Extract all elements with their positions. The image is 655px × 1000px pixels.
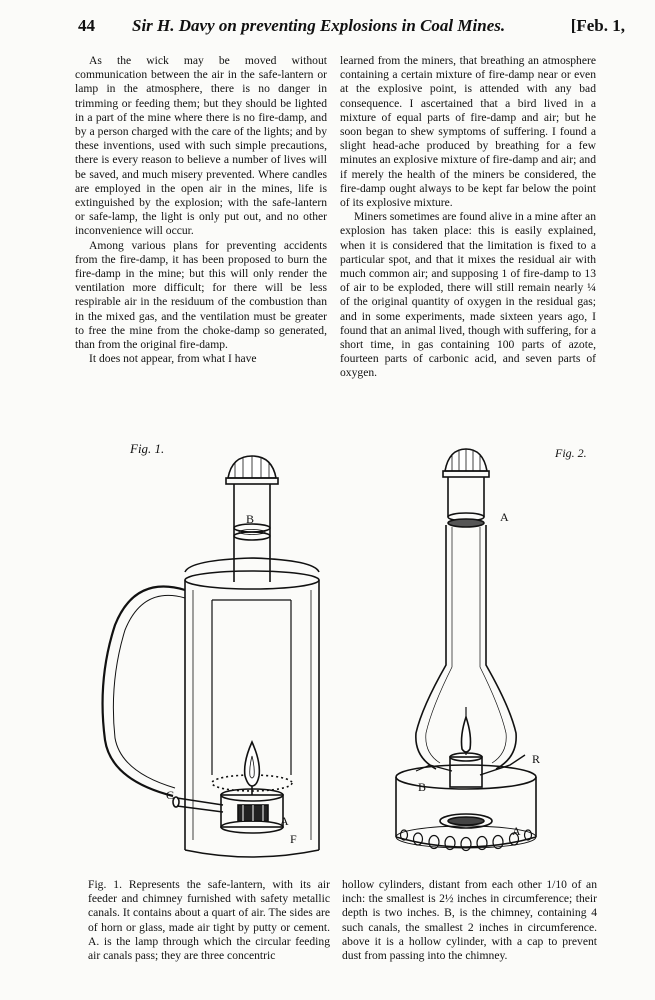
figure-1-caption bbox=[88, 878, 330, 963]
page-number: 44 bbox=[78, 16, 95, 35]
figure-2-marker-a-top: A bbox=[500, 510, 509, 524]
figure-1-label: Fig. 1. bbox=[130, 441, 165, 456]
figure-2-marker-b: B bbox=[418, 780, 427, 794]
paragraph: As the wick may be moved without communication between the air in the safe-lantern or lamp in the atmosphere, there is no danger in trimming or feeding them; but they should be lighted in a part of the mine where there is no fire-damp, and by a person charged with the care of the lights; and by these inventions, used with such simple precautions, there is every reason to believe a number of lives will be saved, and much misery prevented. Where candles are employed in the open air in the mines, life is extinguished by the explosion; with the safe-lantern or safe-lamp, the light is only put out, and no other inconvenience will occur. bbox=[75, 54, 327, 238]
issue-date: [Feb. 1, bbox=[570, 16, 625, 35]
safe-lamp-illustration bbox=[380, 445, 580, 870]
paragraph: It does not appear, from what I have bbox=[89, 352, 257, 366]
paragraph: learned from the miners, that breathing an atmosphere containing a certain mixture of fire-damp near or even at the explosive point, is attended with any bad consequence. I ascertained that a bird lived in a mixture of equal parts of fire-damp and air; but he soon began to shew symptoms of suffering. I found a slight head-ache produced by breathing for a few minutes an explosive mixture of fire-damp and air; and if merely the health of the miners be considered, the fire-damp ought always to be kept far below the point of its explosive mixture. bbox=[340, 54, 596, 210]
figure-1-marker-f: F bbox=[290, 832, 297, 846]
figure-1-marker-b: B bbox=[246, 512, 255, 526]
figure-2-caption bbox=[342, 878, 597, 963]
running-title: Sir H. Davy on preventing Explosions in Coal Mines. bbox=[132, 16, 506, 35]
figure-1-marker-a: A bbox=[280, 814, 289, 828]
running-header bbox=[60, 16, 625, 42]
caption-text: Fig. 1. Represents the safe-lantern, with its air feeder and chimney furnished with safety metallic canals. It contains about a quart of air. The sides are of horn or glass, made air tight by putty or cement. A. is the lamp through which the circular feeding air canals pass; they are three concentric bbox=[88, 878, 330, 963]
figure-2-label: Fig. 2. bbox=[555, 446, 587, 460]
safe-lantern-illustration bbox=[95, 450, 340, 870]
caption-text: hollow cylinders, distant from each other 1/10 of an inch: the smallest is 2½ inches in circumference; their depth is two inches. B, is the chimney, containing 4 such canals, the smallest 2 inches in circumference. above it is a hollow cylinder, with a cap to prevent dust from passing into the chimney. bbox=[342, 878, 597, 963]
figure-1-marker-c: C bbox=[166, 788, 175, 802]
paragraph: Miners sometimes are found alive in a mine after an explosion has taken place: this is easily explained, when it is considered that the limitation is fixed to a particular spot, and that it mixes the residual air with much common air; and supposing 1 of fire-damp to 13 of air to be exploded, there will still remain nearly ¼ of the original quantity of oxygen in the residual gas; and in some experiments, made sixteen years ago, I found that an animal lived, though with suffering, for a short time, in gas containing 100 parts of azote, fourteen parts of carbonic acid, and seven parts of oxygen. bbox=[340, 210, 596, 380]
left-text-column bbox=[75, 54, 327, 366]
paragraph: Among various plans for preventing accidents from the fire-damp, it has been proposed to burn the fire-damp in the mine; but this will only render the ventilation more difficult; for there will be less respirable air in the residuum of the combustion than in the mixed gas, and the ventilation must be greater to free the mine from the choke-damp so generated, than from the original fire-damp. bbox=[75, 238, 327, 352]
right-text-column bbox=[340, 54, 596, 381]
figure-2-marker-r: R bbox=[532, 752, 541, 766]
figure-2-marker-a-bottom: A bbox=[512, 824, 521, 838]
